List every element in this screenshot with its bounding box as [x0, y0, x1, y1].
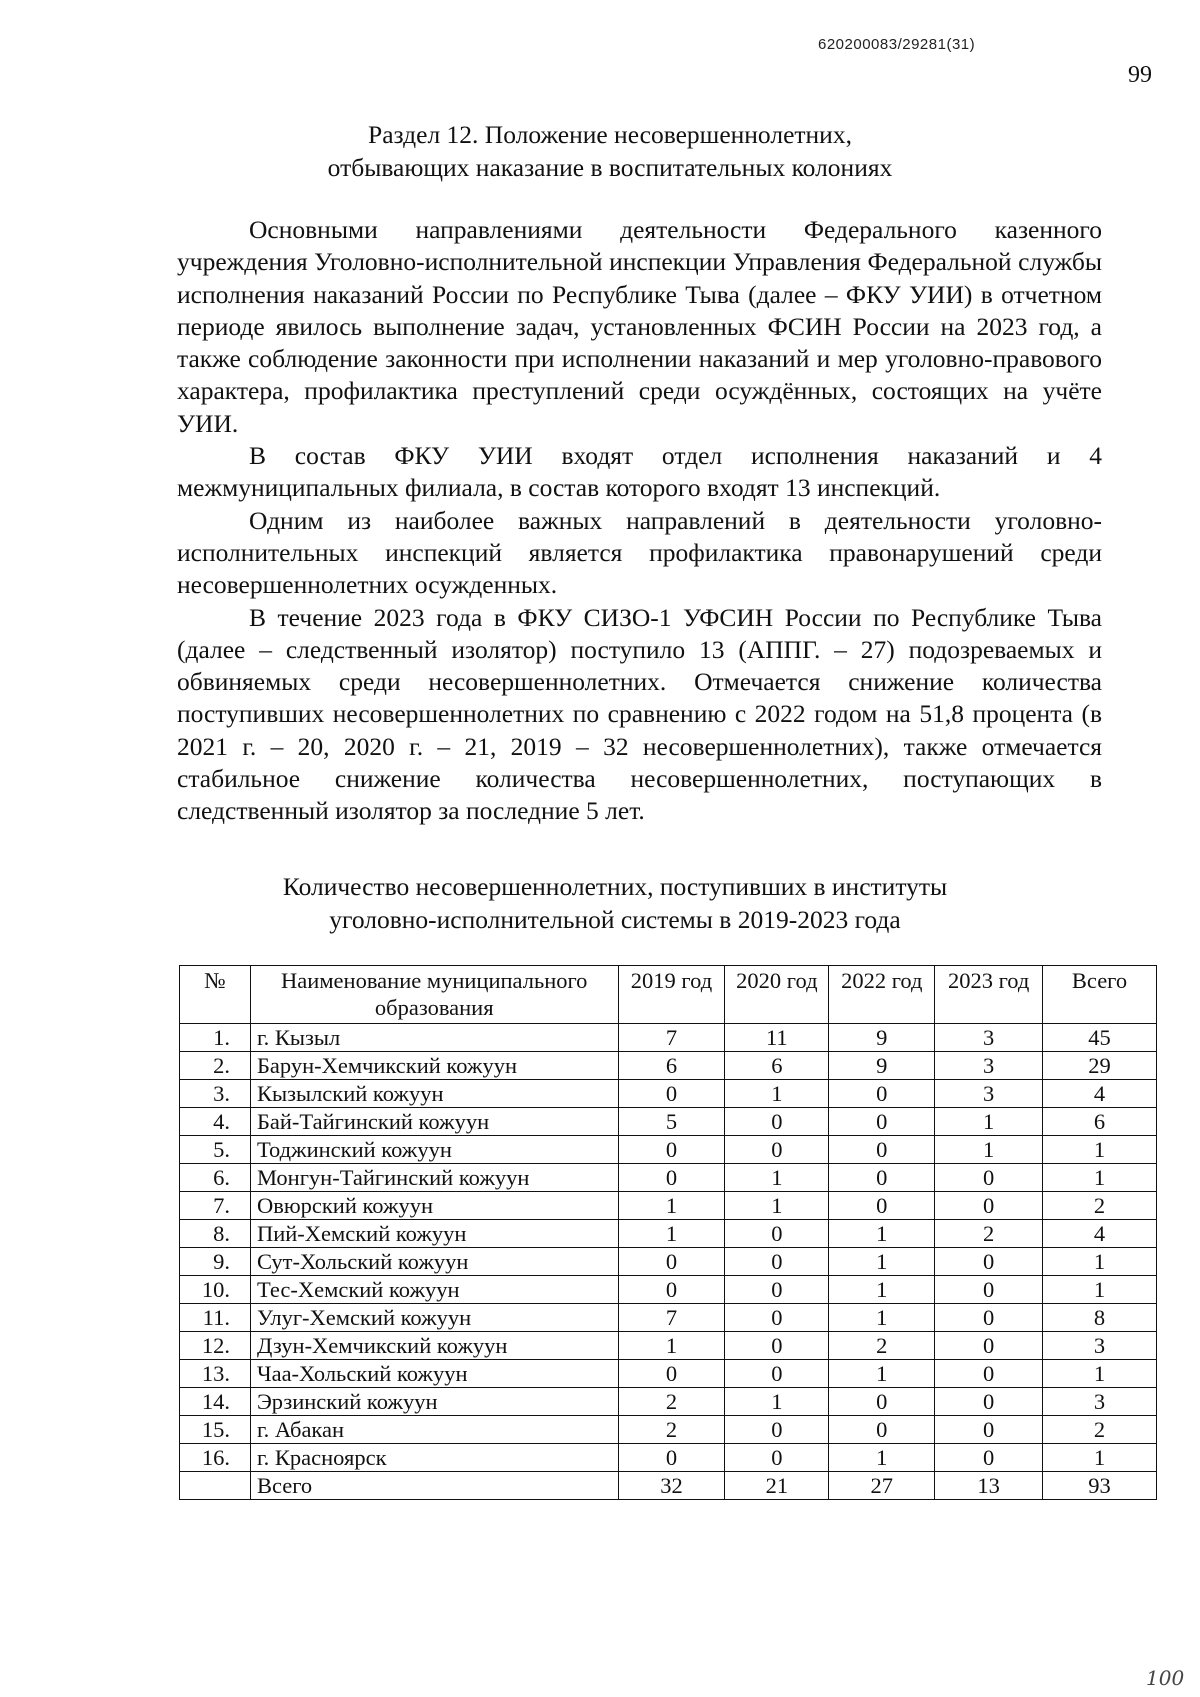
row-number: 14.: [180, 1388, 251, 1416]
row-2020: 1: [725, 1192, 829, 1220]
row-number: 4.: [180, 1108, 251, 1136]
row-2019: 1: [618, 1332, 725, 1360]
row-2019: 0: [618, 1136, 725, 1164]
row-2023: 0: [935, 1276, 1043, 1304]
row-municipality: Кызылский кожуун: [250, 1080, 618, 1108]
row-2023: 0: [935, 1304, 1043, 1332]
row-total: 8: [1043, 1304, 1157, 1332]
header-2019: 2019 год: [618, 966, 725, 1024]
row-2023: 0: [935, 1444, 1043, 1472]
row-2022: 2: [829, 1332, 935, 1360]
row-total: 2: [1043, 1416, 1157, 1444]
table-header-row: [180, 966, 1157, 1024]
row-2023: 0: [935, 1192, 1043, 1220]
row-municipality: г. Красноярск: [250, 1444, 618, 1472]
row-municipality: Сут-Хольский кожуун: [250, 1248, 618, 1276]
row-2023: 1: [935, 1108, 1043, 1136]
row-2023: 13: [935, 1472, 1043, 1500]
table-caption: [180, 870, 1050, 936]
row-2022: 0: [829, 1388, 935, 1416]
row-2020: 0: [725, 1360, 829, 1388]
table-row: [180, 1220, 1157, 1248]
row-2019: 6: [618, 1052, 725, 1080]
row-total: 4: [1043, 1220, 1157, 1248]
row-number: 10.: [180, 1276, 251, 1304]
body-text: [177, 214, 1102, 828]
row-2023: 2: [935, 1220, 1043, 1248]
row-2023: 1: [935, 1136, 1043, 1164]
table-row: [180, 1276, 1157, 1304]
row-2019: 0: [618, 1164, 725, 1192]
paragraph-3: Одним из наиболее важных направлений в деятельности уголовно-исполнительных инспекций является профилактика правонарушений среди несовершеннолетних осужденных.: [177, 505, 1102, 600]
row-municipality: Монгун-Тайгинский кожуун: [250, 1164, 618, 1192]
row-2022: 1: [829, 1248, 935, 1276]
row-2019: 7: [618, 1304, 725, 1332]
header-2022: 2022 год: [829, 966, 935, 1024]
row-2020: 21: [725, 1472, 829, 1500]
row-2020: 1: [725, 1388, 829, 1416]
row-2020: 6: [725, 1052, 829, 1080]
table-body: [180, 1024, 1157, 1500]
row-2019: 1: [618, 1220, 725, 1248]
header-number: №: [180, 966, 251, 1024]
row-2020: 11: [725, 1024, 829, 1052]
row-2022: 1: [829, 1304, 935, 1332]
table-row: [180, 1444, 1157, 1472]
row-2022: 0: [829, 1164, 935, 1192]
row-2022: 9: [829, 1052, 935, 1080]
row-total: 2: [1043, 1192, 1157, 1220]
row-2022: 1: [829, 1360, 935, 1388]
table-row: [180, 1192, 1157, 1220]
table-row: [180, 1360, 1157, 1388]
header-municipality: Наименование муниципального образования: [250, 966, 618, 1024]
row-2023: 3: [935, 1024, 1043, 1052]
row-total: 1: [1043, 1444, 1157, 1472]
row-2019: 2: [618, 1388, 725, 1416]
row-2019: 5: [618, 1108, 725, 1136]
row-municipality: Всего: [250, 1472, 618, 1500]
row-2020: 0: [725, 1276, 829, 1304]
table-row: [180, 1024, 1157, 1052]
row-2022: 1: [829, 1220, 935, 1248]
row-number: 16.: [180, 1444, 251, 1472]
row-2022: 0: [829, 1192, 935, 1220]
row-number: 11.: [180, 1304, 251, 1332]
row-2020: 0: [725, 1220, 829, 1248]
row-2019: 0: [618, 1444, 725, 1472]
row-municipality: Барун-Хемчикский кожуун: [250, 1052, 618, 1080]
row-2020: 0: [725, 1108, 829, 1136]
row-2022: 0: [829, 1108, 935, 1136]
row-2019: 2: [618, 1416, 725, 1444]
header-total: Всего: [1043, 966, 1157, 1024]
row-2020: 0: [725, 1444, 829, 1472]
section-title: [180, 118, 1040, 184]
row-number: 15.: [180, 1416, 251, 1444]
row-number: 5.: [180, 1136, 251, 1164]
table-row: [180, 1416, 1157, 1444]
table-total-row: [180, 1472, 1157, 1500]
row-total: 29: [1043, 1052, 1157, 1080]
row-2020: 0: [725, 1416, 829, 1444]
handwritten-note: 100: [1146, 1666, 1185, 1690]
row-2019: 0: [618, 1080, 725, 1108]
row-number: 8.: [180, 1220, 251, 1248]
row-total: 1: [1043, 1248, 1157, 1276]
row-municipality: Овюрский кожуун: [250, 1192, 618, 1220]
row-2022: 1: [829, 1444, 935, 1472]
row-number: 7.: [180, 1192, 251, 1220]
row-2020: 0: [725, 1248, 829, 1276]
paragraph-1: Основными направлениями деятельности Федерального казенного учреждения Уголовно-исполнительной инспекции Управления Федеральной службы исполнения наказаний России по Республике Тыва (далее – ФКУ УИИ) в отчетном периоде явилось выполнение задач, установленных ФСИН России на 2023 год, а также соблюдение законности при исполнении наказаний и мер уголовно-правового характера, профилактика преступлений среди осуждённых, состоящих на учёте УИИ.: [177, 215, 1102, 438]
row-2023: 0: [935, 1416, 1043, 1444]
section-title-line-2: отбывающих наказание в воспитательных колониях: [327, 153, 893, 182]
table-row: [180, 1388, 1157, 1416]
row-municipality: Дзун-Хемчикский кожуун: [250, 1332, 618, 1360]
document-id: 620200083/29281(31): [818, 36, 976, 53]
row-2020: 0: [725, 1332, 829, 1360]
row-municipality: Тес-Хемский кожуун: [250, 1276, 618, 1304]
row-2020: 0: [725, 1136, 829, 1164]
row-total: 1: [1043, 1136, 1157, 1164]
row-number: [180, 1472, 251, 1500]
table-caption-line-2: уголовно-исполнительной системы в 2019-2023 года: [329, 905, 901, 934]
statistics-table: [179, 965, 1157, 1500]
row-2023: 3: [935, 1080, 1043, 1108]
table-row: [180, 1332, 1157, 1360]
paragraph-4: В течение 2023 года в ФКУ СИЗО-1 УФСИН России по Республике Тыва (далее – следственный изолятор) поступило 13 (АППГ. – 27) подозреваемых и обвиняемых среди несовершеннолетних. Отмечается снижение количества поступивших несовершеннолетних по сравнению с 2022 годом на 51,8 процента (в 2021 г. – 20, 2020 г. – 21, 2019 – 32 несовершеннолетних), также отмечается стабильное снижение количества несовершеннолетних, поступающих в следственный изолятор за последние 5 лет.: [177, 602, 1102, 826]
row-2023: 0: [935, 1164, 1043, 1192]
row-2020: 0: [725, 1304, 829, 1332]
row-2023: 0: [935, 1388, 1043, 1416]
table-row: [180, 1136, 1157, 1164]
row-2022: 1: [829, 1276, 935, 1304]
header-2020: 2020 год: [725, 966, 829, 1024]
row-municipality: Чаа-Хольский кожуун: [250, 1360, 618, 1388]
row-municipality: Улуг-Хемский кожуун: [250, 1304, 618, 1332]
row-2022: 9: [829, 1024, 935, 1052]
row-number: 12.: [180, 1332, 251, 1360]
row-municipality: Тоджинский кожуун: [250, 1136, 618, 1164]
row-number: 2.: [180, 1052, 251, 1080]
section-title-line-1: Раздел 12. Положение несовершеннолетних,: [368, 120, 852, 149]
table-caption-line-1: Количество несовершеннолетних, поступивших в институты: [282, 872, 948, 901]
page-number: 99: [1128, 62, 1152, 88]
row-2019: 0: [618, 1276, 725, 1304]
row-municipality: Эрзинский кожуун: [250, 1388, 618, 1416]
row-total: 6: [1043, 1108, 1157, 1136]
table-row: [180, 1108, 1157, 1136]
paragraph-2: В состав ФКУ УИИ входят отдел исполнения наказаний и 4 межмуниципальных филиала, в состав которого входят 13 инспекций.: [177, 441, 1102, 503]
table-row: [180, 1304, 1157, 1332]
table-row: [180, 1248, 1157, 1276]
row-total: 1: [1043, 1164, 1157, 1192]
row-total: 1: [1043, 1276, 1157, 1304]
row-number: 3.: [180, 1080, 251, 1108]
row-2020: 1: [725, 1164, 829, 1192]
row-municipality: Пий-Хемский кожуун: [250, 1220, 618, 1248]
row-2022: 0: [829, 1080, 935, 1108]
row-2023: 3: [935, 1052, 1043, 1080]
row-municipality: Бай-Тайгинский кожуун: [250, 1108, 618, 1136]
table-row: [180, 1164, 1157, 1192]
header-2023: 2023 год: [935, 966, 1043, 1024]
row-total: 1: [1043, 1360, 1157, 1388]
row-2019: 7: [618, 1024, 725, 1052]
table-row: [180, 1052, 1157, 1080]
row-2019: 1: [618, 1192, 725, 1220]
row-2023: 0: [935, 1248, 1043, 1276]
row-total: 3: [1043, 1388, 1157, 1416]
row-number: 1.: [180, 1024, 251, 1052]
row-number: 9.: [180, 1248, 251, 1276]
table-row: [180, 1080, 1157, 1108]
row-2022: 27: [829, 1472, 935, 1500]
row-number: 13.: [180, 1360, 251, 1388]
row-municipality: г. Абакан: [250, 1416, 618, 1444]
row-2022: 0: [829, 1416, 935, 1444]
row-2019: 0: [618, 1360, 725, 1388]
row-2019: 0: [618, 1248, 725, 1276]
row-2023: 0: [935, 1332, 1043, 1360]
row-total: 93: [1043, 1472, 1157, 1500]
row-total: 3: [1043, 1332, 1157, 1360]
row-total: 45: [1043, 1024, 1157, 1052]
row-total: 4: [1043, 1080, 1157, 1108]
row-2022: 0: [829, 1136, 935, 1164]
row-number: 6.: [180, 1164, 251, 1192]
row-2019: 32: [618, 1472, 725, 1500]
row-2020: 1: [725, 1080, 829, 1108]
row-2023: 0: [935, 1360, 1043, 1388]
row-municipality: г. Кызыл: [250, 1024, 618, 1052]
